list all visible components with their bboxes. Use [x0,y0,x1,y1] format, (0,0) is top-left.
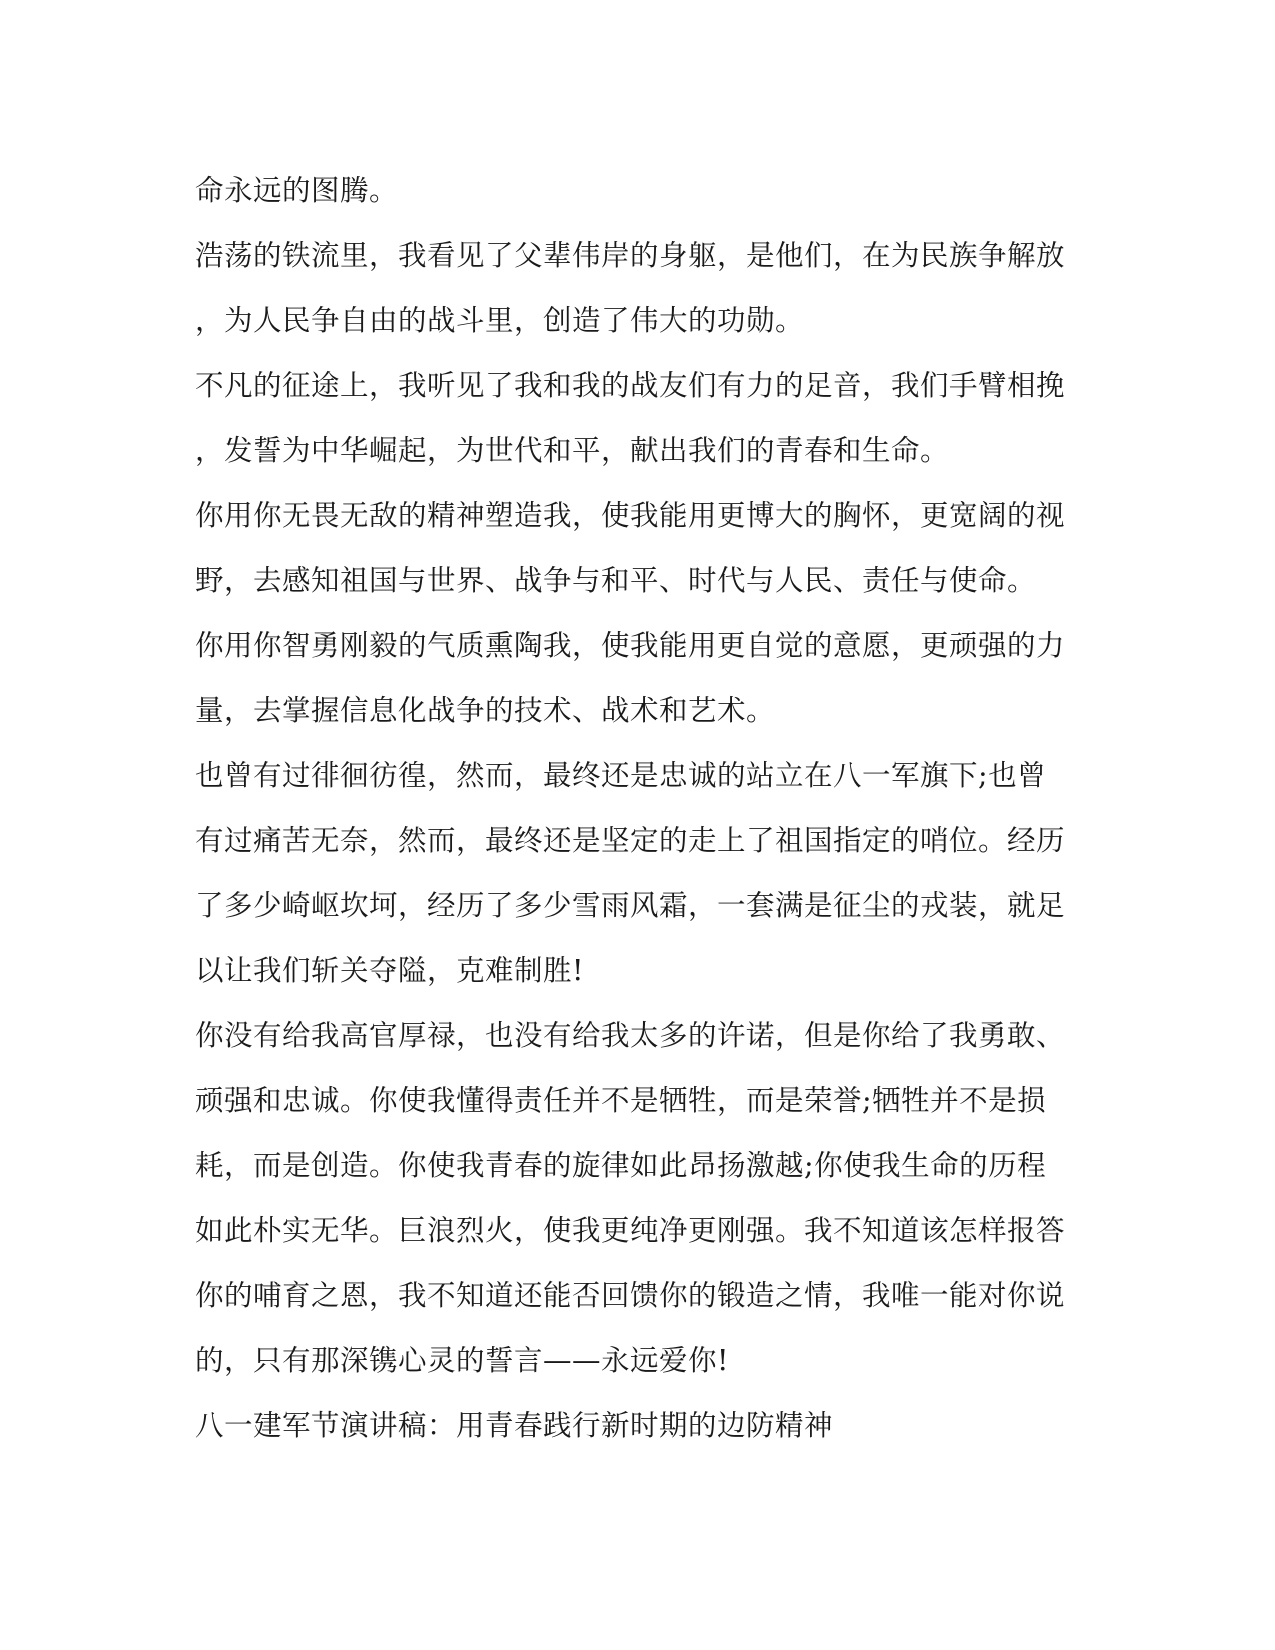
text-line: ，发誓为中华崛起，为世代和平，献出我们的青春和生命。 [195,434,950,467]
text-line: 你用你智勇刚毅的气质熏陶我，使我能用更自觉的意愿，更顽强的力 [195,629,1066,662]
text-line: 量，去掌握信息化战争的技术、战术和艺术。 [195,694,776,727]
text-line: 你的哺育之恩，我不知道还能否回馈你的锻造之情，我唯一能对你说 [195,1279,1066,1312]
text-line: 耗，而是创造。你使我青春的旋律如此昂扬激越;你使我生命的历程 [195,1149,1047,1182]
text-line: 顽强和忠诚。你使我懂得责任并不是牺牲，而是荣誉;牺牲并不是损 [195,1084,1047,1117]
section-heading: 八一建军节演讲稿：用青春践行新时期的边防精神 [195,1409,834,1442]
text-line: 不凡的征途上，我听见了我和我的战友们有力的足音，我们手臂相挽 [195,369,1066,402]
text-line: 以让我们斩关夺隘，克难制胜! [195,954,584,987]
text-line: 也曾有过徘徊彷徨，然而，最终还是忠诚的站立在八一军旗下;也曾 [195,759,1047,792]
text-line: 浩荡的铁流里，我看见了父辈伟岸的身躯，是他们，在为民族争解放 [195,239,1066,272]
text-line: 有过痛苦无奈，然而，最终还是坚定的走上了祖国指定的哨位。经历 [195,824,1066,857]
text-line: 野，去感知祖国与世界、战争与和平、时代与人民、责任与使命。 [195,564,1037,597]
text-line: ，为人民争自由的战斗里，创造了伟大的功勋。 [195,304,805,337]
text-line: 了多少崎岖坎坷，经历了多少雪雨风霜，一套满是征尘的戎装，就足 [195,889,1066,922]
text-line: 命永远的图腾。 [195,174,399,207]
text-line: 你用你无畏无敌的精神塑造我，使我能用更博大的胸怀，更宽阔的视 [195,499,1066,532]
text-line: 如此朴实无华。巨浪烈火，使我更纯净更刚强。我不知道该怎样报答 [195,1214,1066,1247]
text-line: 你没有给我高官厚禄，也没有给我太多的许诺，但是你给了我勇敢、 [195,1019,1066,1052]
body-text [195,158,1075,1458]
text-line: 的，只有那深镌心灵的誓言——永远爱你! [195,1344,729,1377]
